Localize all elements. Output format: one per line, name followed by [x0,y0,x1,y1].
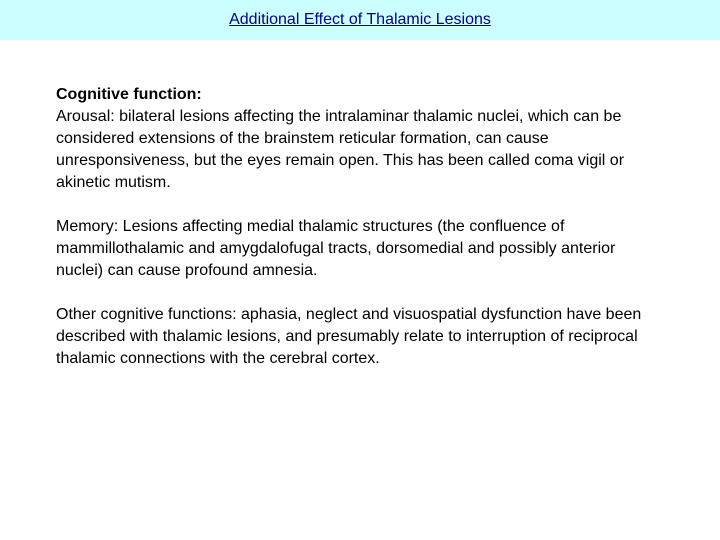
cognitive-function-heading: Cognitive function: [56,86,202,103]
content-area [56,84,666,392]
other-cognitive-text: Other cognitive functions: aphasia, neglect and visuospatial dysfunction have been described with thalamic lesions, and presumably relate to interruption of reciprocal thalamic connections with the cerebral cortex. [56,306,642,367]
memory-text: Memory: Lesions affecting medial thalamic structures (the confluence of mammillothalamic and amygdalofugal tracts, dorsomedial and possibly anterior nuclei) can cause profound amnesia. [56,218,616,279]
paragraph-memory [56,216,666,282]
arousal-text: Arousal: bilateral lesions affecting the intralaminar thalamic nuclei, which can be considered extensions of the brainstem reticular formation, can cause unresponsiveness, but the eyes remain open. This has been called coma vigil or akinetic mutism. [56,108,625,191]
paragraph-other-cognitive [56,304,666,370]
page-title-link[interactable]: Additional Effect of Thalamic Lesions [229,11,491,28]
title-bar [0,0,720,40]
paragraph-arousal [56,84,666,194]
